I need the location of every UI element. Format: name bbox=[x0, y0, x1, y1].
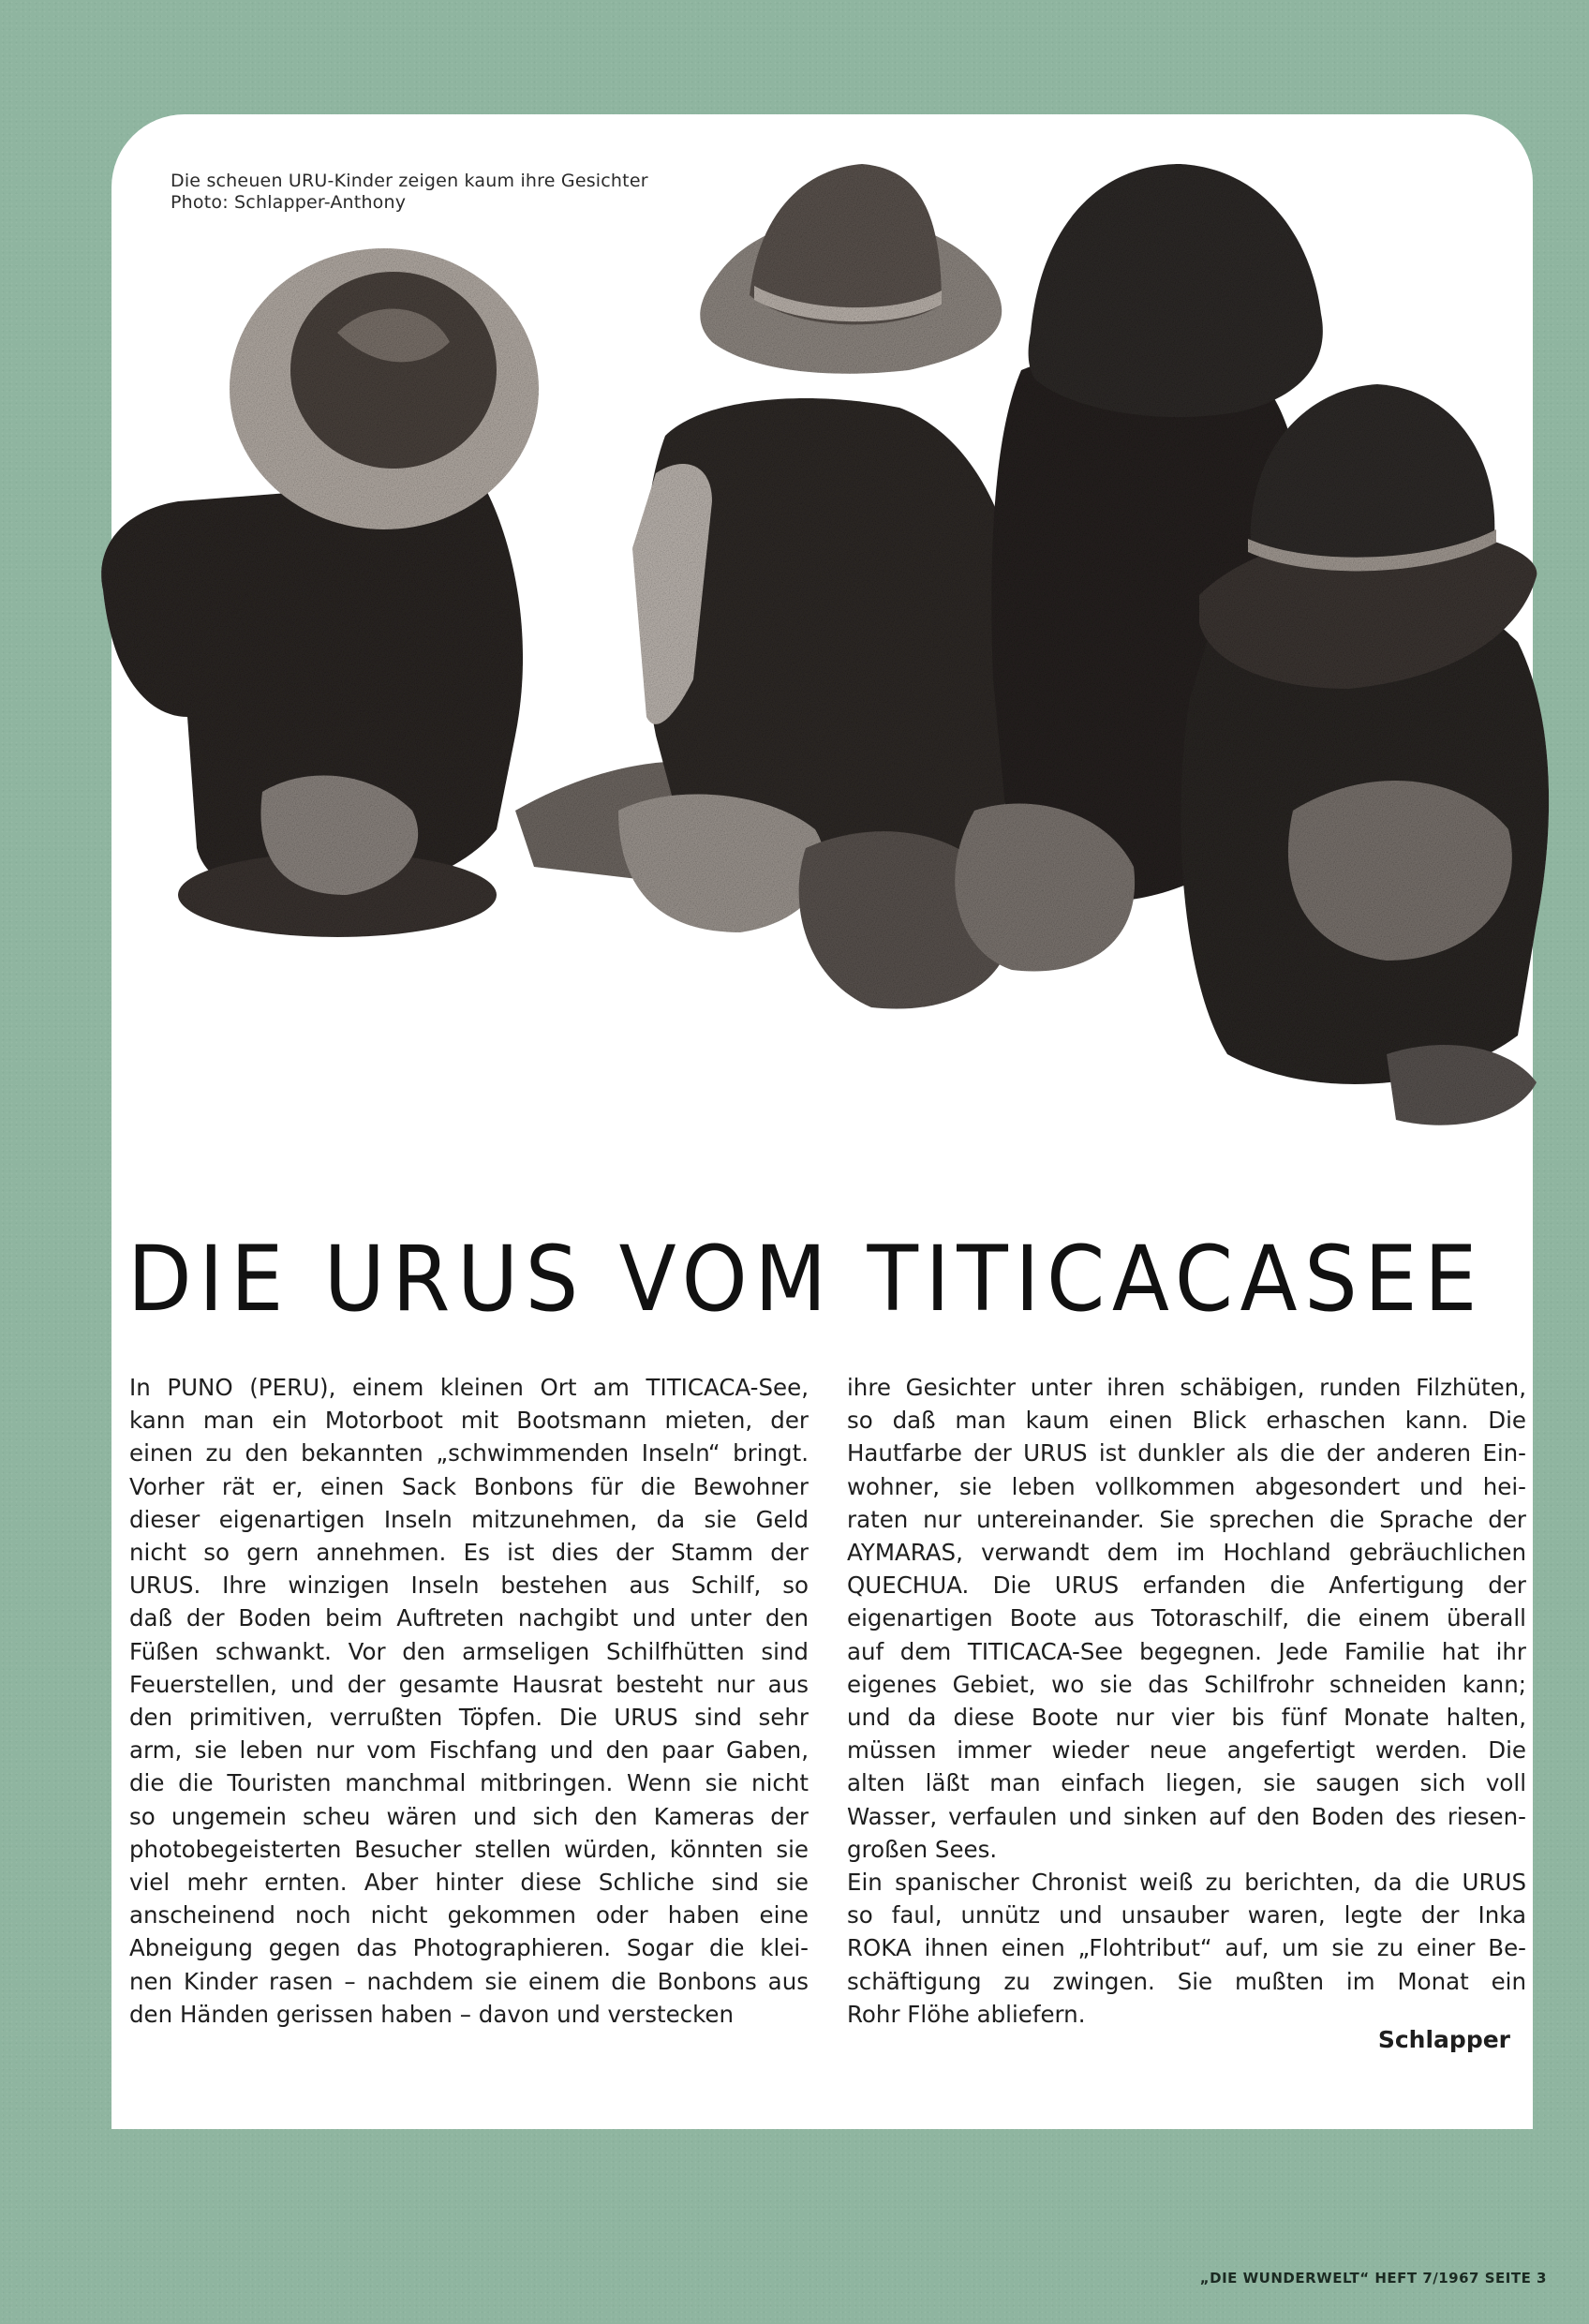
article-line: müssen immer wieder neue angefertigt werden. Die bbox=[847, 1736, 1526, 1765]
author-signature: Schlapper bbox=[1377, 2026, 1510, 2053]
article-line: und da diese Boote nur vier bis fünf Monate halten, bbox=[847, 1704, 1526, 1732]
article-line: Ein spanischer Chronist weiß zu berichten, da die URUS bbox=[847, 1869, 1526, 1897]
article-line: Wasser, verfaulen und sinken auf den Boden des riesen- bbox=[847, 1802, 1526, 1830]
article-line: auf dem TITICACA-See begegnen. Jede Familie hat ihr bbox=[847, 1637, 1526, 1665]
photo-children-hats bbox=[94, 155, 1555, 1148]
article-line: schäftigung zu zwingen. Sie mußten im Monat ein bbox=[847, 1967, 1526, 1995]
article-line: den Händen gerissen haben – davon und verstecken bbox=[129, 2000, 735, 2028]
article-line: Feuerstellen, und der gesamte Hausrat besteht nur aus bbox=[129, 1670, 809, 1698]
article-line: dieser eigenartigen Inseln mitzunehmen, da sie Geld bbox=[129, 1505, 809, 1533]
article-line: nen Kinder rasen – nachdem sie einem die Bonbons aus bbox=[129, 1967, 809, 1995]
article-line: AYMARAS, verwandt dem im Hochland gebräuchlichen bbox=[847, 1539, 1526, 1567]
article-column-left bbox=[129, 1371, 809, 2031]
article-line: so faul, unnütz und unsauber waren, legte der Inka bbox=[847, 1901, 1526, 1929]
article-line: kann man ein Motorboot mit Bootsmann mieten, der bbox=[129, 1407, 809, 1435]
article-line: viel mehr ernten. Aber hinter diese Schliche sind sie bbox=[129, 1869, 809, 1897]
article-line: URUS. Ihre winzigen Inseln bestehen aus Schilf, so bbox=[129, 1572, 809, 1600]
page-footer: „DIE WUNDERWELT“ HEFT 7/1967 SEITE 3 bbox=[1199, 2270, 1547, 2287]
article-line: wohner, sie leben vollkommen abgesondert und hei- bbox=[847, 1472, 1526, 1500]
child-1-hat bbox=[230, 248, 539, 529]
article-line: einen zu den bekannten „schwimmenden Inseln“ bringt. bbox=[129, 1439, 809, 1467]
article-line: ihre Gesichter unter ihren schäbigen, runden Filzhüten, bbox=[847, 1374, 1526, 1401]
article-line: raten nur untereinander. Sie sprechen die Sprache der bbox=[847, 1505, 1526, 1533]
article-line: großen Sees. bbox=[847, 1835, 998, 1863]
article-line: Abneigung gegen das Photographieren. Sogar die klei- bbox=[129, 1934, 809, 1962]
article-line: den primitiven, verrußten Töpfen. Die URUS sind sehr bbox=[129, 1704, 809, 1732]
article-line: Hautfarbe der URUS ist dunkler als die der anderen Ein- bbox=[847, 1439, 1526, 1467]
article-line: ROKA ihnen einen „Flohtribut“ auf, um sie zu einer Be- bbox=[847, 1934, 1526, 1962]
article-line: anscheinend noch nicht gekommen oder haben eine bbox=[129, 1901, 809, 1929]
article-line: eigenartigen Boote aus Totoraschilf, die einem überall bbox=[847, 1604, 1526, 1632]
article-line: nicht so gern annehmen. Es ist dies der Stamm der bbox=[129, 1539, 809, 1567]
article-line: In PUNO (PERU), einem kleinen Ort am TITICACA-See, bbox=[129, 1374, 809, 1401]
article-line: daß der Boden beim Auftreten nachgibt und unter den bbox=[129, 1604, 809, 1632]
article-line: QUECHUA. Die URUS erfanden die Anfertigung der bbox=[847, 1572, 1526, 1600]
article-line: Vorher rät er, einen Sack Bonbons für die Bewohner bbox=[129, 1472, 809, 1500]
article-column-right bbox=[847, 1371, 1526, 2031]
article-line: Rohr Flöhe abliefern. bbox=[847, 2000, 1086, 2028]
article-line: Füßen schwankt. Vor den armseligen Schilfhütten sind bbox=[129, 1637, 809, 1665]
article-line: so ungemein scheu wären und sich den Kameras der bbox=[129, 1802, 809, 1830]
article-line: arm, sie leben nur vom Fischfang und den paar Gaben, bbox=[129, 1736, 809, 1765]
caption-photo-credit: Photo: Schlapper-Anthony bbox=[171, 192, 407, 213]
child-2-hat bbox=[700, 164, 1002, 374]
article-line: so daß man kaum einen Blick erhaschen kann. Die bbox=[847, 1407, 1526, 1435]
article-line: photobegeisterten Besucher stellen würden, könnten sie bbox=[129, 1835, 809, 1863]
article-title: DIE URUS VOM TITICACASEE bbox=[127, 1227, 1484, 1332]
photo-caption bbox=[171, 171, 648, 214]
article-line: alten läßt man einfach liegen, sie saugen sich voll bbox=[847, 1769, 1526, 1797]
article-line: eigenes Gebiet, wo sie das Schilfrohr schneiden kann; bbox=[847, 1670, 1526, 1698]
article-line: die die Touristen manchmal mitbringen. Wenn sie nicht bbox=[129, 1769, 809, 1797]
caption-line-1: Die scheuen URU-Kinder zeigen kaum ihre Gesichter bbox=[171, 171, 648, 191]
child-3-hat bbox=[1029, 164, 1323, 417]
